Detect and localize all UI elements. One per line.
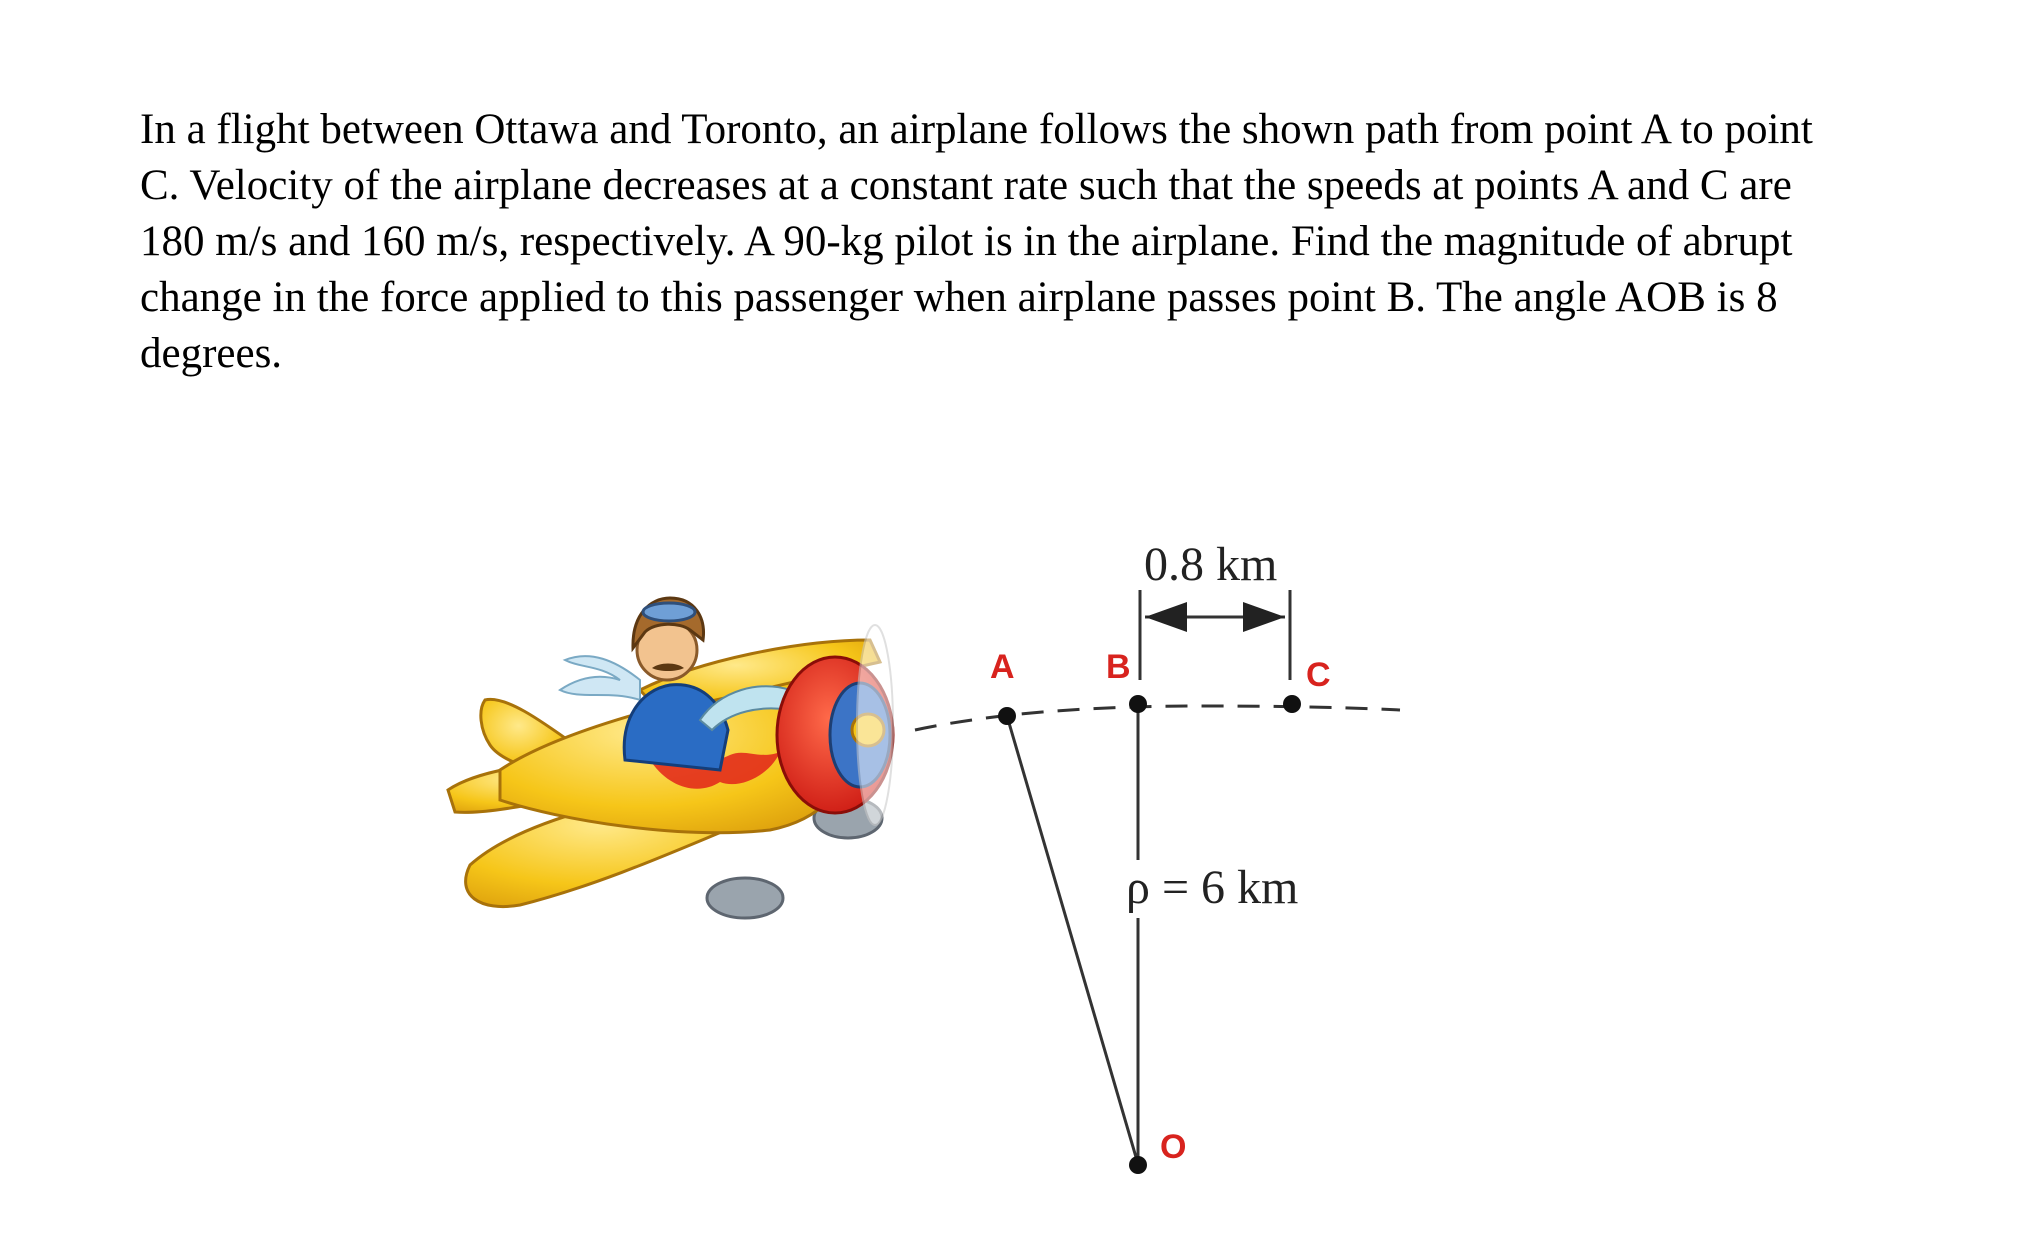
- distance-bc-label: 0.8 km: [1144, 538, 1278, 591]
- flight-path-dashed: [915, 706, 1400, 730]
- problem-line-5: degrees.: [140, 330, 283, 377]
- label-a: A: [990, 648, 1015, 686]
- problem-line-2: C. Velocity of the airplane decreases at a constant rate such that the speeds at points A and C are: [140, 162, 1792, 209]
- radius-label: ρ = 6 km: [1126, 861, 1299, 914]
- point-b: [1129, 695, 1147, 713]
- plane-wheel: [707, 878, 783, 918]
- problem-line-3: 180 m/s and 160 m/s, respectively. A 90-kg pilot is in the airplane. Find the magnitude of abrupt: [140, 218, 1793, 265]
- problem-line-4: change in the force applied to this passenger when airplane passes point B. The angle AOB is 8: [140, 274, 1778, 321]
- problem-line-1: In a flight between Ottawa and Toronto, an airplane follows the shown path from point A to point: [140, 106, 1813, 153]
- label-o: O: [1160, 1128, 1187, 1166]
- label-c: C: [1306, 656, 1331, 694]
- radius-line-oa: [1007, 716, 1138, 1164]
- label-b: B: [1106, 648, 1131, 686]
- airplane-illustration: [448, 598, 893, 918]
- pilot-scarf: [560, 656, 640, 700]
- point-o: [1129, 1156, 1147, 1174]
- point-c: [1283, 695, 1301, 713]
- point-a: [998, 707, 1016, 725]
- plane-propeller: [857, 625, 893, 825]
- pilot-goggles: [643, 603, 695, 621]
